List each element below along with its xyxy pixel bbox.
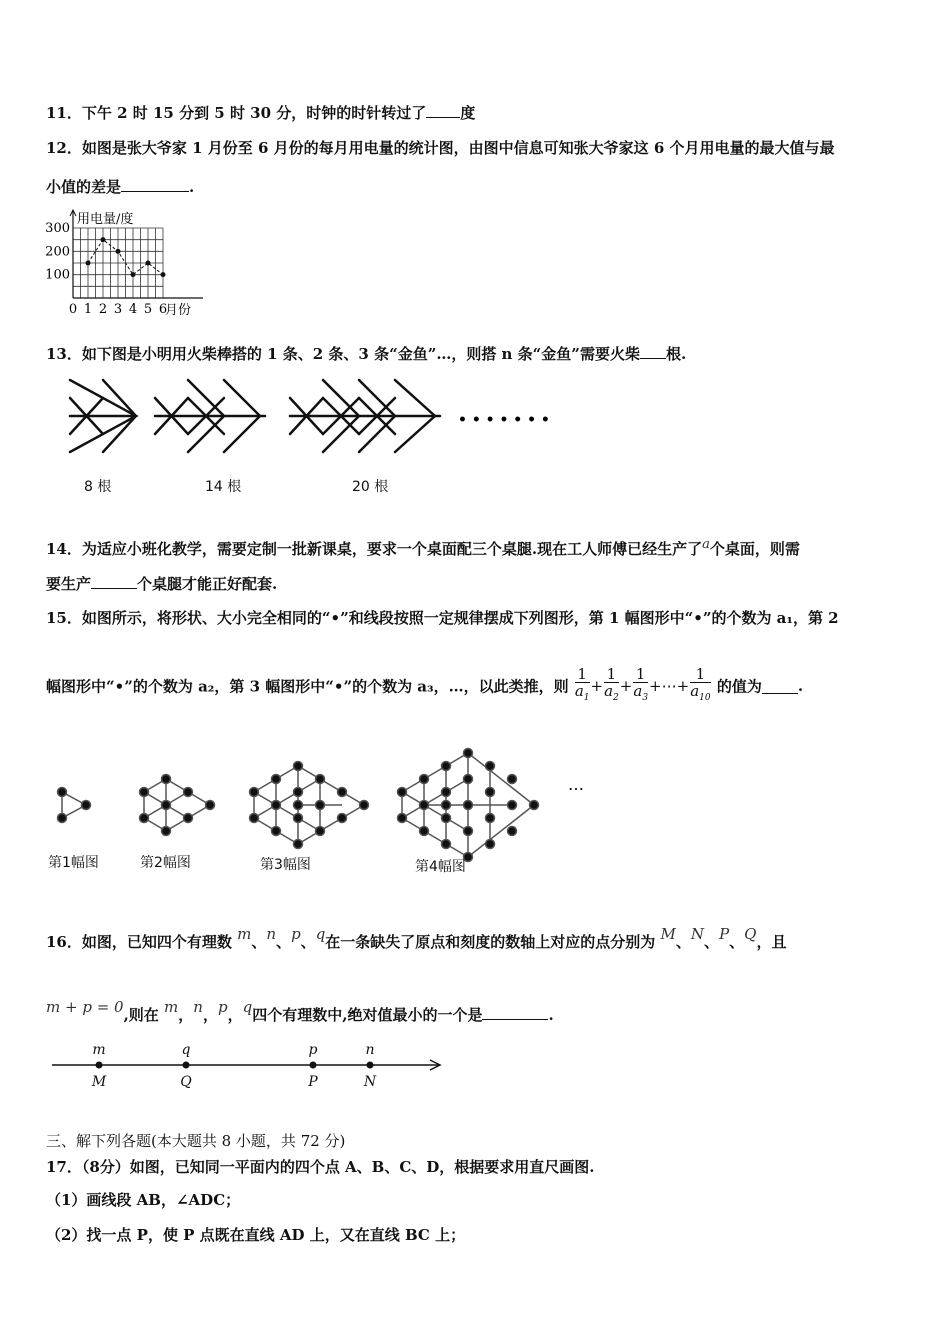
x-tick-label: 4 xyxy=(128,302,138,317)
y-axis-label: 用电量/度 xyxy=(77,212,134,227)
figure-ellipsis: • • • • • • • xyxy=(458,412,550,428)
question-16-line1: 16．如图，已知四个有理数 m、n、p、q在一条缺失了原点和刻度的数轴上对应的点分别为 M、N、P、Q，且 xyxy=(46,925,787,951)
label-N: N xyxy=(363,1074,377,1090)
label-p: p xyxy=(308,1042,318,1058)
caption-fish-3: 20 根 xyxy=(352,479,389,495)
y-tick-label: 300 xyxy=(45,221,70,236)
fish-1 xyxy=(70,380,136,452)
question-16-line2: m + p = 0,则在 m，n，p，q四个有理数中,绝对值最小的一个是 . xyxy=(46,998,554,1024)
data-point xyxy=(131,272,136,277)
data-point xyxy=(161,272,166,277)
data-point xyxy=(86,261,91,266)
label-P: P xyxy=(308,1074,318,1090)
caption-dot-1: 第1幅图 xyxy=(48,855,99,871)
caption-dot-4: 第4幅图 xyxy=(415,859,466,875)
question-17-part1: （1）画线段 AB，∠ADC； xyxy=(46,1191,241,1209)
question-15-line2: 幅图形中“•”的个数为 a₂，第 3 幅图形中“•”的个数为 a₃，…，以此类推，则 $\frac{1}{a_1}$ + $\frac{1}{a_2}$ + $\frac{1}{a_3}$ +⋯+ $\frac{1}{a_{10}}$ 的值为 . xyxy=(46,666,803,706)
fraction-2: $\frac{1}{a_2}$ xyxy=(604,666,619,706)
label-M: M xyxy=(91,1074,107,1090)
answer-blank xyxy=(762,679,798,694)
y-tick-label: 100 xyxy=(45,267,70,283)
x-tick-label: 5 xyxy=(143,302,153,317)
question-14-line1: 14．为适应小班化教学，需要定制一批新课桌，要求一个桌面配三个桌腿.现在工人师傅已经生产了a个桌面，则需 xyxy=(46,537,800,558)
x-tick-label: 2 xyxy=(98,302,108,317)
dot-figure-4 xyxy=(398,749,539,862)
answer-blank xyxy=(482,1005,548,1020)
answer-blank xyxy=(640,344,666,359)
question-15-line1: 15．如图所示，将形状、大小完全相同的“•”和线段按照一定规律摆成下列图形，第 1 幅图形中“•”的个数为 a₁，第 2 xyxy=(46,609,839,627)
dot-figure-3 xyxy=(250,762,369,849)
question-14-line2: 要生产 个桌腿才能正好配套. xyxy=(46,575,278,593)
question-17-part2: （2）找一点 P，使 P 点既在直线 AD 上，又在直线 BC 上； xyxy=(46,1226,466,1244)
caption-dot-2: 第2幅图 xyxy=(140,855,191,871)
fraction-10: $\frac{1}{a_{10}}$ xyxy=(690,666,710,706)
question-12-line1: 12．如图是张大爷家 1 月份至 6 月份的每月用电量的统计图，由图中信息可知张大爷家这 6 个月用电量的最大值与最 xyxy=(46,139,835,157)
goldfish-matchstick-figures xyxy=(60,370,550,470)
x-tick-label: 1 xyxy=(83,302,93,317)
point-M xyxy=(96,1062,103,1069)
point-N xyxy=(367,1062,374,1069)
fraction-3: $\frac{1}{a_3}$ xyxy=(633,666,648,706)
answer-blank xyxy=(91,574,137,589)
question-11: 11．下午 2 时 15 分到 5 时 30 分，时钟的时针转过了 度 xyxy=(46,104,476,122)
number-line xyxy=(50,1040,450,1095)
dot-figure-1 xyxy=(58,788,91,823)
caption-dot-3: 第3幅图 xyxy=(260,857,311,873)
x-tick-label: 0 xyxy=(68,302,78,317)
point-Q xyxy=(183,1062,190,1069)
fish-2 xyxy=(155,380,265,452)
point-P xyxy=(310,1062,317,1069)
answer-blank xyxy=(121,177,189,192)
caption-fish-1: 8 根 xyxy=(84,479,112,495)
data-point xyxy=(101,237,106,242)
fraction-1: $\frac{1}{a_1}$ xyxy=(575,666,590,706)
dot-triangle-figures xyxy=(40,750,600,850)
data-point xyxy=(146,261,151,266)
caption-fish-2: 14 根 xyxy=(205,479,242,495)
question-13: 13．如下图是小明用火柴棒搭的 1 条、2 条、3 条“金鱼”…，则搭 n 条“金鱼”需要火柴 根. xyxy=(46,345,687,363)
x-axis-label: 月份 xyxy=(165,303,192,318)
question-12-line2: 小值的差是 . xyxy=(46,178,195,196)
label-n: n xyxy=(365,1042,375,1058)
label-q: q xyxy=(181,1042,191,1058)
electricity-line-chart xyxy=(40,202,220,320)
answer-blank xyxy=(426,103,460,118)
dot-figure-2 xyxy=(140,775,215,836)
data-point xyxy=(116,249,121,254)
x-tick-label: 3 xyxy=(113,302,123,317)
question-17: 17．（8分）如图，已知同一平面内的四个点 A、B、C、D，根据要求用直尺画图. xyxy=(46,1158,595,1176)
x-tick-label: 6 xyxy=(158,302,168,317)
section-3-title: 三、解下列各题(本大题共 8 小题，共 72 分) xyxy=(46,1132,346,1150)
figure-ellipsis: ⋯ xyxy=(568,779,584,798)
fish-3 xyxy=(290,380,440,452)
y-tick-label: 200 xyxy=(45,244,70,260)
label-Q: Q xyxy=(180,1074,192,1090)
label-m: m xyxy=(92,1042,106,1058)
